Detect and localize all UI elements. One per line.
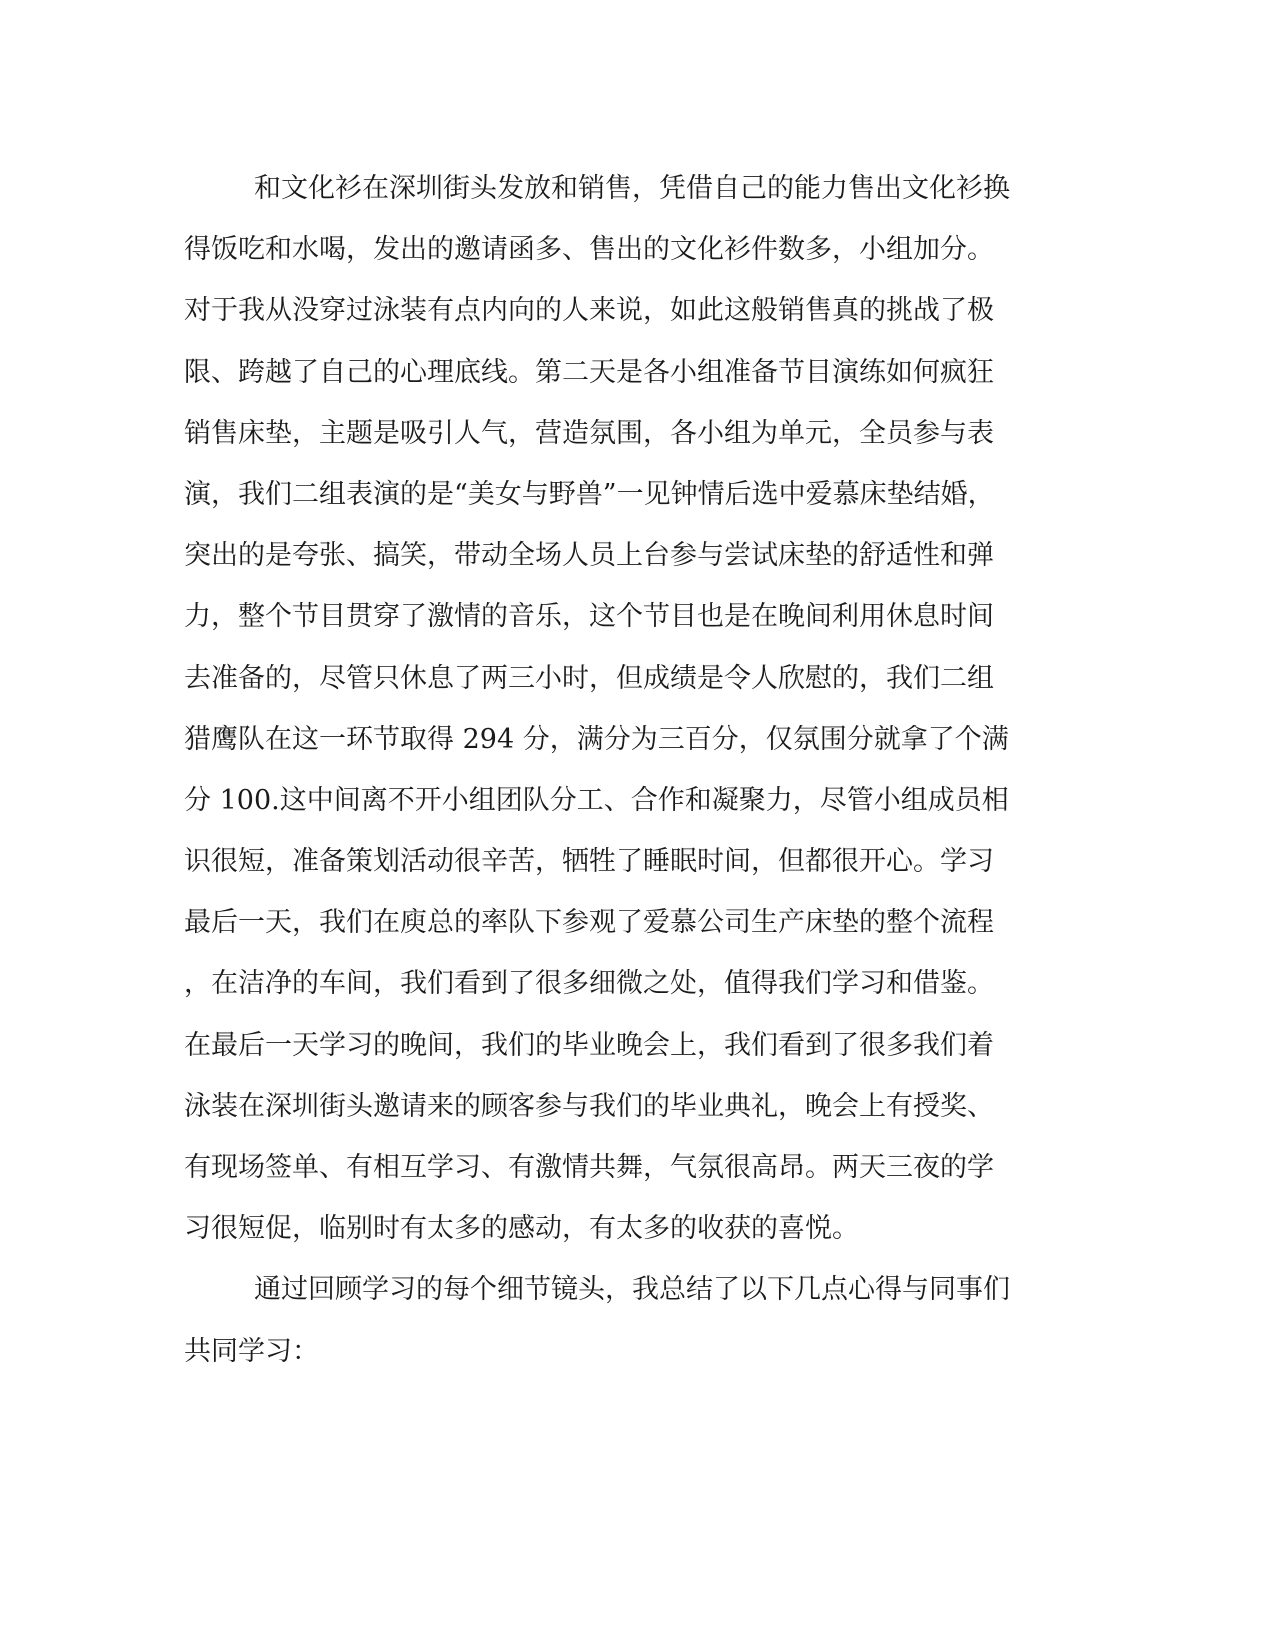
text-line: 通过回顾学习的每个细节镜头，我总结了以下几点心得与同事们 [254,1274,1010,1306]
text-line: 猎鹰队在这一环节取得 294 分，满分为三百分，仅氛围分就拿了个满 [184,723,1009,755]
paragraph-2 [184,1259,1054,1381]
paragraph-1 [184,158,1054,1259]
text-line: 得饭吃和水喝，发出的邀请函多、售出的文化衫件数多，小组加分。 [184,234,994,266]
text-line: 限、跨越了自己的心理底线。第二天是各小组准备节目演练如何疯狂 [184,356,994,388]
text-line: 最后一天，我们在庾总的率队下参观了爱慕公司生产床垫的整个流程 [184,907,994,939]
text-line: 分 100.这中间离不开小组团队分工、合作和凝聚力，尽管小组成员相 [184,784,1009,816]
text-line: 突出的是夸张、搞笑，带动全场人员上台参与尝试床垫的舒适性和弹 [184,540,994,572]
text-line: 在最后一天学习的晚间，我们的毕业晚会上，我们看到了很多我们着 [184,1029,994,1061]
text-line: 力，整个节目贯穿了激情的音乐，这个节目也是在晚间利用休息时间 [184,601,994,633]
text-line: 销售床垫，主题是吸引人气，营造氛围，各小组为单元，全员参与表 [184,417,994,449]
document-body [184,158,1054,1382]
text-line: 对于我从没穿过泳装有点内向的人来说，如此这般销售真的挑战了极 [184,295,994,327]
text-line: 演，我们二组表演的是“美女与野兽”一见钟情后选中爱慕床垫结婚， [184,478,995,510]
text-line: 有现场签单、有相互学习、有激情共舞，气氛很高昂。两天三夜的学 [184,1152,994,1183]
text-line: 识很短，准备策划活动很辛苦，牺牲了睡眠时间，但都很开心。学习 [184,846,994,878]
text-line: 泳装在深圳街头邀请来的顾客参与我们的毕业典礼，晚会上有授奖、 [184,1090,994,1122]
text-line: 去准备的，尽管只休息了两三小时，但成绩是令人欣慰的，我们二组 [184,662,994,694]
text-line: 习很短促，临别时有太多的感动，有太多的收获的喜悦。 [184,1213,859,1245]
text-line: 和文化衫在深圳街头发放和销售，凭借自己的能力售出文化衫换 [254,173,1010,204]
text-line: ，在洁净的车间，我们看到了很多细微之处，值得我们学习和借鉴。 [184,968,994,1000]
text-line: 共同学习： [184,1335,319,1367]
